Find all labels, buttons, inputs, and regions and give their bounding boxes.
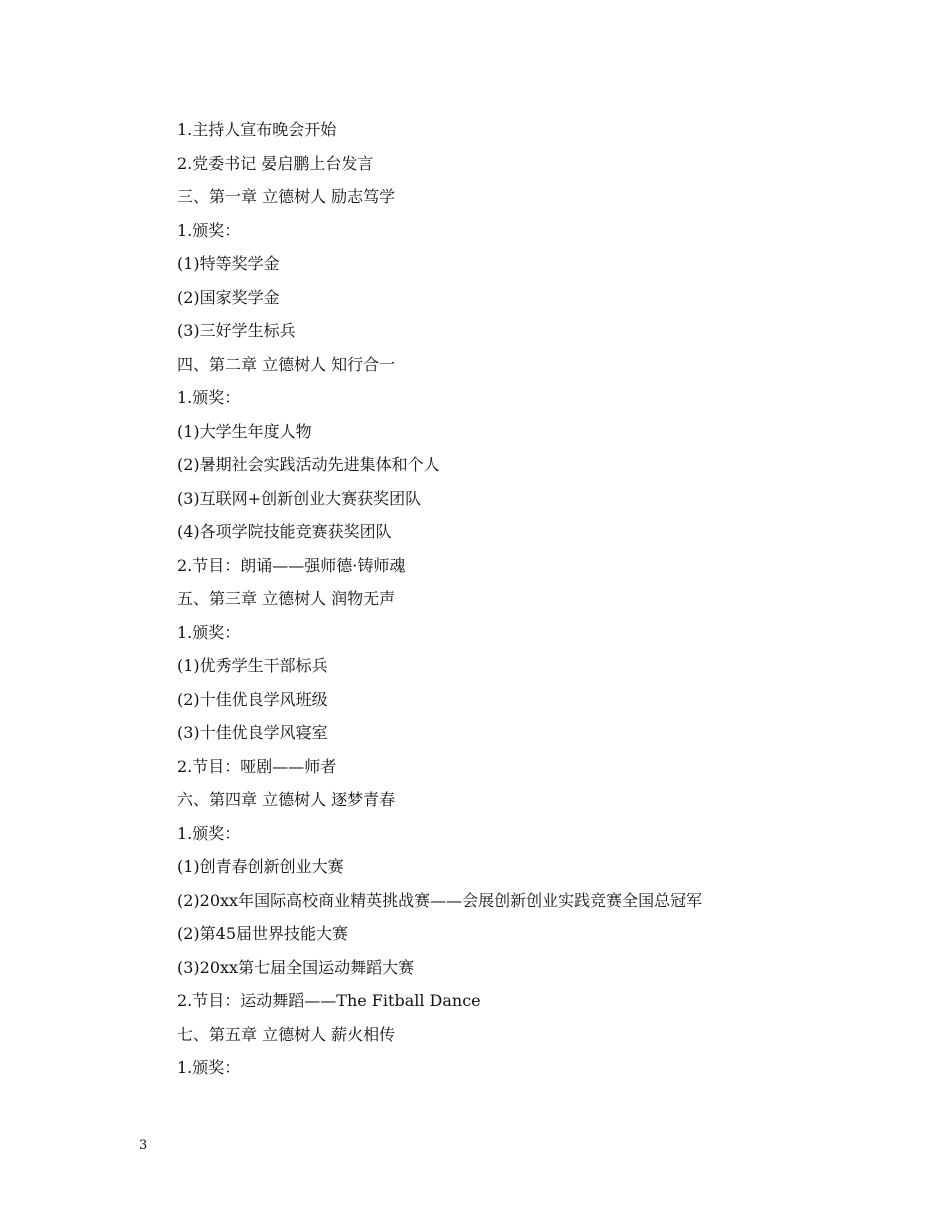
text-line: 2.节目：朗诵——强师德·铸师魂 <box>177 555 406 575</box>
text-line: 1.颁奖： <box>177 1058 241 1077</box>
list-item: (1)创青春创新创业大赛 <box>177 857 344 876</box>
section-heading: 四、第二章 立德树人 知行合一 <box>177 354 396 374</box>
section-heading: 六、第四章 立德树人 逐梦青春 <box>177 790 396 809</box>
list-item: (1)优秀学生干部标兵 <box>177 656 328 675</box>
list-item: (2)国家奖学金 <box>177 287 280 307</box>
list-item: (2)暑期社会实践活动先进集体和个人 <box>177 455 440 474</box>
page-number: 3 <box>139 1138 148 1153</box>
text-line: 1.颁奖： <box>177 388 241 407</box>
list-item: (3)互联网+创新创业大赛获奖团队 <box>177 488 422 508</box>
list-item: (2)20xx年国际高校商业精英挑战赛——会展创新创业实践竞赛全国总冠军 <box>177 890 703 910</box>
document-body <box>177 117 877 1089</box>
list-item: (3)20xx第七届全国运动舞蹈大赛 <box>177 957 415 977</box>
list-item: (2)第45届世界技能大赛 <box>177 924 349 943</box>
section-heading: 三、第一章 立德树人 励志笃学 <box>177 187 396 206</box>
list-item: (1)大学生年度人物 <box>177 421 312 441</box>
section-heading: 五、第三章 立德树人 润物无声 <box>177 589 396 608</box>
section-heading: 七、第五章 立德树人 薪火相传 <box>177 1024 396 1044</box>
list-item: (3)三好学生标兵 <box>177 321 296 340</box>
text-line: 2.节目：运动舞蹈——The Fitball Dance <box>177 991 481 1010</box>
text-line: 2.节目：哑剧——师者 <box>177 756 337 776</box>
text-line: 2.党委书记 晏启鹏上台发言 <box>177 153 374 173</box>
list-item: (1)特等奖学金 <box>177 254 280 273</box>
text-line: 1.主持人宣布晚会开始 <box>177 120 337 139</box>
text-line: 1.颁奖： <box>177 823 241 843</box>
text-line: 1.颁奖： <box>177 622 241 642</box>
list-item: (4)各项学院技能竞赛获奖团队 <box>177 522 392 541</box>
list-item: (3)十佳优良学风寝室 <box>177 723 328 742</box>
text-line: 1.颁奖： <box>177 220 241 240</box>
list-item: (2)十佳优良学风班级 <box>177 689 328 709</box>
